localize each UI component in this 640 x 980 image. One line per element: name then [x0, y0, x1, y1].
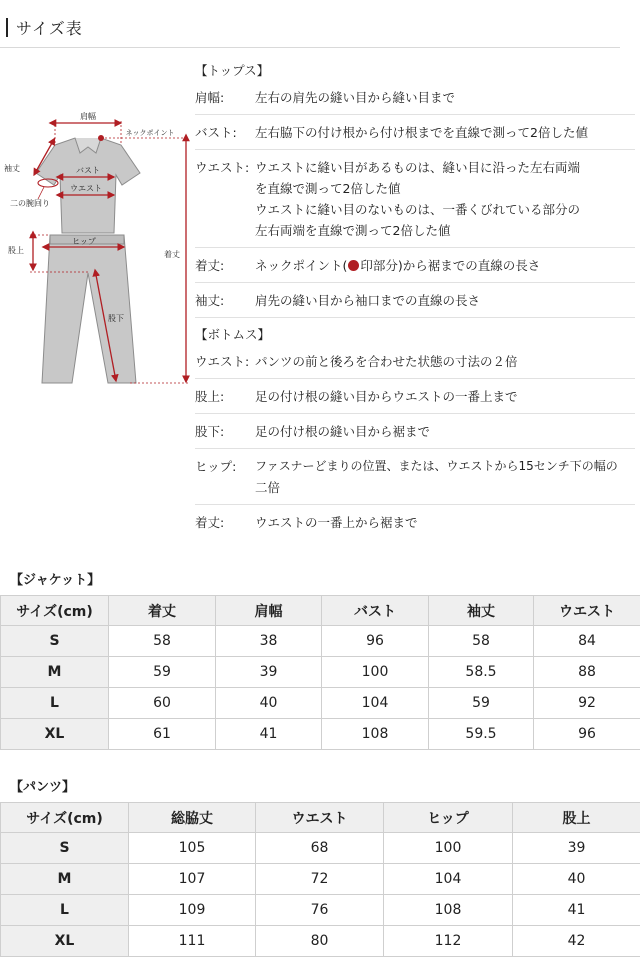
table-cell: 104	[384, 864, 513, 895]
table-cell: 42	[513, 926, 640, 957]
table-row	[1, 688, 640, 719]
label-hip: ヒップ	[72, 237, 96, 246]
column-header: 着丈	[109, 596, 216, 626]
table-row	[1, 833, 640, 864]
table-cell: 108	[322, 719, 429, 750]
table-cell: 41	[216, 719, 322, 750]
label-shoulder: 肩幅	[80, 112, 96, 121]
page-title	[6, 15, 83, 39]
size-label: M	[1, 657, 109, 688]
table-cell: 59	[429, 688, 534, 719]
label-waist: ウエスト	[70, 184, 102, 193]
table-cell: 59	[109, 657, 216, 688]
column-header: 肩幅	[216, 596, 322, 626]
table-cell: 105	[129, 833, 256, 864]
def-row-length	[195, 248, 635, 283]
def-desc	[255, 122, 635, 143]
table-cell: 39	[216, 657, 322, 688]
def-line: ウエストに縫い目のないものは、一番くびれている部分の	[255, 202, 581, 217]
table-cell: 40	[513, 864, 640, 895]
label-bust: バスト	[76, 166, 100, 175]
def-line: ファスナーどまりの位置、または、ウエストから15センチ下の幅の	[255, 459, 618, 473]
table-cell: 111	[129, 926, 256, 957]
def-term: 着丈:	[195, 258, 225, 273]
neck-point-marker-icon	[348, 260, 359, 271]
table-cell: 61	[109, 719, 216, 750]
def-row-bust	[195, 115, 635, 150]
table-cell: 104	[322, 688, 429, 719]
def-desc	[255, 421, 635, 442]
table-cell: 96	[322, 626, 429, 657]
table-cell: 76	[256, 895, 384, 926]
def-desc	[255, 456, 635, 498]
table-cell: 40	[216, 688, 322, 719]
size-label: S	[1, 833, 129, 864]
table-cell: 41	[513, 895, 640, 926]
table-header-row	[1, 596, 640, 626]
def-line: 足の付け根の縫い目から裾まで	[255, 424, 431, 439]
label-inseam: 股下	[108, 314, 124, 323]
label-sleeve: 袖丈	[4, 164, 20, 173]
pants-size-table	[0, 802, 640, 957]
def-line: 左右脇下の付け根から付け根までを直線で測って2倍した値	[255, 125, 588, 140]
table-cell: 112	[384, 926, 513, 957]
def-row-shoulder	[195, 80, 635, 115]
def-line: パンツの前と後ろを合わせた状態の寸法の２倍	[255, 354, 518, 369]
size-label: L	[1, 688, 109, 719]
def-line-post: 印部分)から裾までの直線の長さ	[360, 258, 541, 273]
column-header: バスト	[322, 596, 429, 626]
def-line: 左右の肩先の縫い目から縫い目まで	[255, 90, 456, 105]
def-line: 足の付け根の縫い目からウエストの一番上まで	[255, 389, 518, 404]
title-accent-bar	[6, 18, 8, 37]
table-row	[1, 657, 640, 688]
def-desc	[255, 351, 635, 372]
column-header: ウエスト	[534, 596, 640, 626]
size-label: XL	[1, 719, 109, 750]
column-header: 袖丈	[429, 596, 534, 626]
def-desc	[255, 512, 635, 533]
pants-heading: 【パンツ】	[10, 780, 76, 795]
def-line: 左右両端を直線で測って2倍した値	[255, 223, 451, 238]
def-desc	[255, 157, 635, 241]
def-term: 肩幅:	[195, 90, 225, 105]
title-divider	[0, 47, 620, 48]
page-title-text: サイズ表	[16, 18, 83, 38]
size-label: M	[1, 864, 129, 895]
def-term: 股上:	[195, 389, 225, 404]
def-row-length-bottoms	[195, 505, 635, 539]
measurement-definitions	[195, 62, 635, 539]
table-cell: 92	[534, 688, 640, 719]
table-row	[1, 626, 640, 657]
def-row-waist	[195, 150, 635, 248]
def-row-sleeve	[195, 283, 635, 318]
bottoms-heading: 【ボトムス】	[195, 327, 271, 342]
table-cell: 38	[216, 626, 322, 657]
column-header: 股上	[513, 803, 640, 833]
table-cell: 88	[534, 657, 640, 688]
pants-shape	[42, 235, 136, 383]
column-header: ウエスト	[256, 803, 384, 833]
def-line: 肩先の縫い目から袖口までの直線の長さ	[255, 293, 481, 308]
def-line	[255, 255, 635, 276]
table-cell: 60	[109, 688, 216, 719]
def-desc	[255, 255, 635, 276]
table-cell: 84	[534, 626, 640, 657]
def-line-pre: ネックポイント(	[255, 258, 348, 273]
column-header: 総脇丈	[129, 803, 256, 833]
size-label: S	[1, 626, 109, 657]
def-desc	[255, 87, 635, 108]
def-term: ウエスト:	[195, 160, 250, 175]
def-term: バスト:	[195, 125, 237, 140]
garment-illustration	[0, 95, 195, 395]
def-line: ウエストの一番上から裾まで	[255, 515, 418, 530]
table-cell: 80	[256, 926, 384, 957]
def-row-hip	[195, 449, 635, 505]
label-rise: 股上	[8, 246, 24, 255]
table-cell: 100	[322, 657, 429, 688]
size-label: L	[1, 895, 129, 926]
table-cell: 68	[256, 833, 384, 864]
def-term: 袖丈:	[195, 293, 225, 308]
def-term: 着丈:	[195, 515, 225, 530]
def-row-inseam	[195, 414, 635, 449]
def-row-waist-bottoms	[195, 344, 635, 379]
table-cell: 58	[109, 626, 216, 657]
table-cell: 100	[384, 833, 513, 864]
def-term: ヒップ:	[195, 459, 237, 474]
table-cell: 72	[256, 864, 384, 895]
column-header: サイズ(cm)	[1, 596, 109, 626]
def-term: ウエスト:	[195, 354, 250, 369]
def-row-rise	[195, 379, 635, 414]
label-neck-point: ネックポイント	[125, 129, 175, 137]
label-armhole: 二の腕回り	[10, 199, 50, 208]
table-row	[1, 926, 640, 957]
column-header: サイズ(cm)	[1, 803, 129, 833]
table-row	[1, 719, 640, 750]
def-line: を直線で測って2倍した値	[255, 181, 401, 196]
table-cell: 59.5	[429, 719, 534, 750]
table-cell: 96	[534, 719, 640, 750]
table-cell: 109	[129, 895, 256, 926]
table-row	[1, 895, 640, 926]
table-cell: 58	[429, 626, 534, 657]
table-cell: 58.5	[429, 657, 534, 688]
table-row	[1, 864, 640, 895]
label-length: 着丈	[164, 250, 180, 259]
def-line: ウエストに縫い目があるものは、縫い目に沿った左右両端	[255, 160, 581, 175]
def-desc	[255, 290, 635, 311]
jacket-size-table	[0, 595, 640, 750]
size-label: XL	[1, 926, 129, 957]
jacket-heading: 【ジャケット】	[10, 573, 101, 588]
tops-heading: 【トップス】	[195, 63, 270, 78]
table-cell: 39	[513, 833, 640, 864]
table-header-row	[1, 803, 640, 833]
def-term: 股下:	[195, 424, 225, 439]
table-cell: 108	[384, 895, 513, 926]
table-cell: 107	[129, 864, 256, 895]
column-header: ヒップ	[384, 803, 513, 833]
measurement-diagram	[0, 95, 195, 395]
def-desc	[255, 386, 635, 407]
def-line: 二倍	[255, 480, 281, 495]
